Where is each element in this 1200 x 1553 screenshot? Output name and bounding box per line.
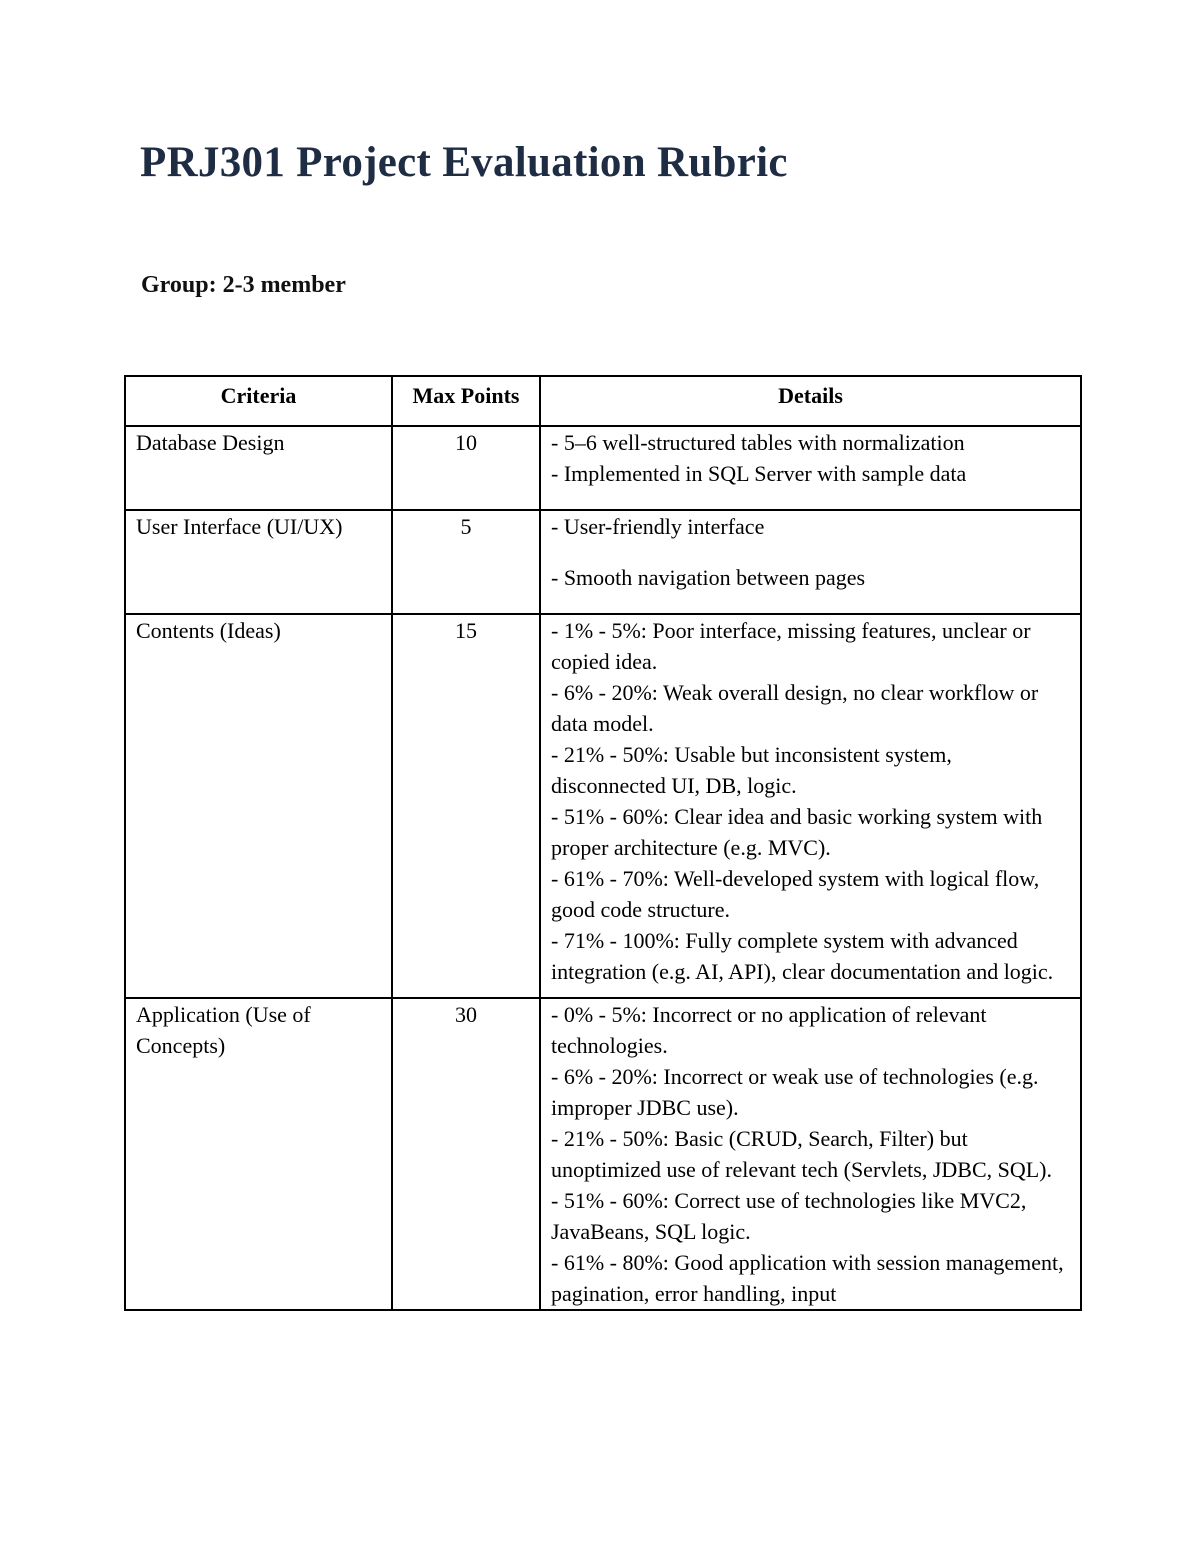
- group-size-label: Group: 2-3 member: [141, 272, 346, 298]
- max-points-cell: 15: [392, 614, 540, 998]
- criteria-cell: Database Design: [125, 426, 392, 510]
- detail-line: - 51% - 60%: Clear idea and basic working system with proper architecture (e.g. MVC).: [551, 804, 1043, 860]
- detail-line: - 21% - 50%: Usable but inconsistent system, disconnected UI, DB, logic.: [551, 742, 952, 798]
- detail-line: - 1% - 5%: Poor interface, missing features, unclear or copied idea.: [551, 618, 1031, 674]
- detail-line: - Implemented in SQL Server with sample data: [551, 461, 967, 486]
- detail-line: - User-friendly interface: [551, 514, 765, 539]
- max-points-cell: 5: [392, 510, 540, 614]
- max-points-cell: 10: [392, 426, 540, 510]
- table-header-row: [125, 376, 1081, 426]
- details-cell: [540, 426, 1081, 510]
- detail-line: - 61% - 70%: Well-developed system with logical flow, good code structure.: [551, 866, 1040, 922]
- criteria-cell: Contents (Ideas): [125, 614, 392, 998]
- detail-line: - 6% - 20%: Incorrect or weak use of technologies (e.g. improper JDBC use).: [551, 1064, 1039, 1120]
- page-title: PRJ301 Project Evaluation Rubric: [140, 139, 788, 186]
- detail-line: - 5–6 well-structured tables with normalization: [551, 430, 965, 455]
- criteria-cell: User Interface (UI/UX): [125, 510, 392, 614]
- header-details: Details: [540, 376, 1081, 426]
- table-row: [125, 998, 1081, 1310]
- detail-line: - 61% - 80%: Good application with session management, pagination, error handling, input: [551, 1250, 1064, 1306]
- detail-line: - Smooth navigation between pages: [551, 565, 866, 590]
- detail-line: - 51% - 60%: Correct use of technologies like MVC2, JavaBeans, SQL logic.: [551, 1188, 1027, 1244]
- details-cell: [540, 510, 1081, 614]
- detail-line: - 6% - 20%: Weak overall design, no clear workflow or data model.: [551, 680, 1039, 736]
- details-cell: [540, 998, 1081, 1310]
- detail-line: - 0% - 5%: Incorrect or no application of relevant technologies.: [551, 1002, 987, 1058]
- table-row: [125, 426, 1081, 510]
- detail-line: - 71% - 100%: Fully complete system with advanced integration (e.g. AI, API), clear documentation and logic.: [551, 928, 1054, 984]
- rubric-table: [124, 375, 1082, 1311]
- max-points-cell: 30: [392, 998, 540, 1310]
- criteria-cell: Application (Use of Concepts): [125, 998, 392, 1310]
- table-row: [125, 614, 1081, 998]
- header-max-points: Max Points: [392, 376, 540, 426]
- header-criteria: Criteria: [125, 376, 392, 426]
- details-cell: [540, 614, 1081, 998]
- detail-line: - 21% - 50%: Basic (CRUD, Search, Filter) but unoptimized use of relevant tech (Servlets, JDBC, SQL).: [551, 1126, 1053, 1182]
- table-row: [125, 510, 1081, 614]
